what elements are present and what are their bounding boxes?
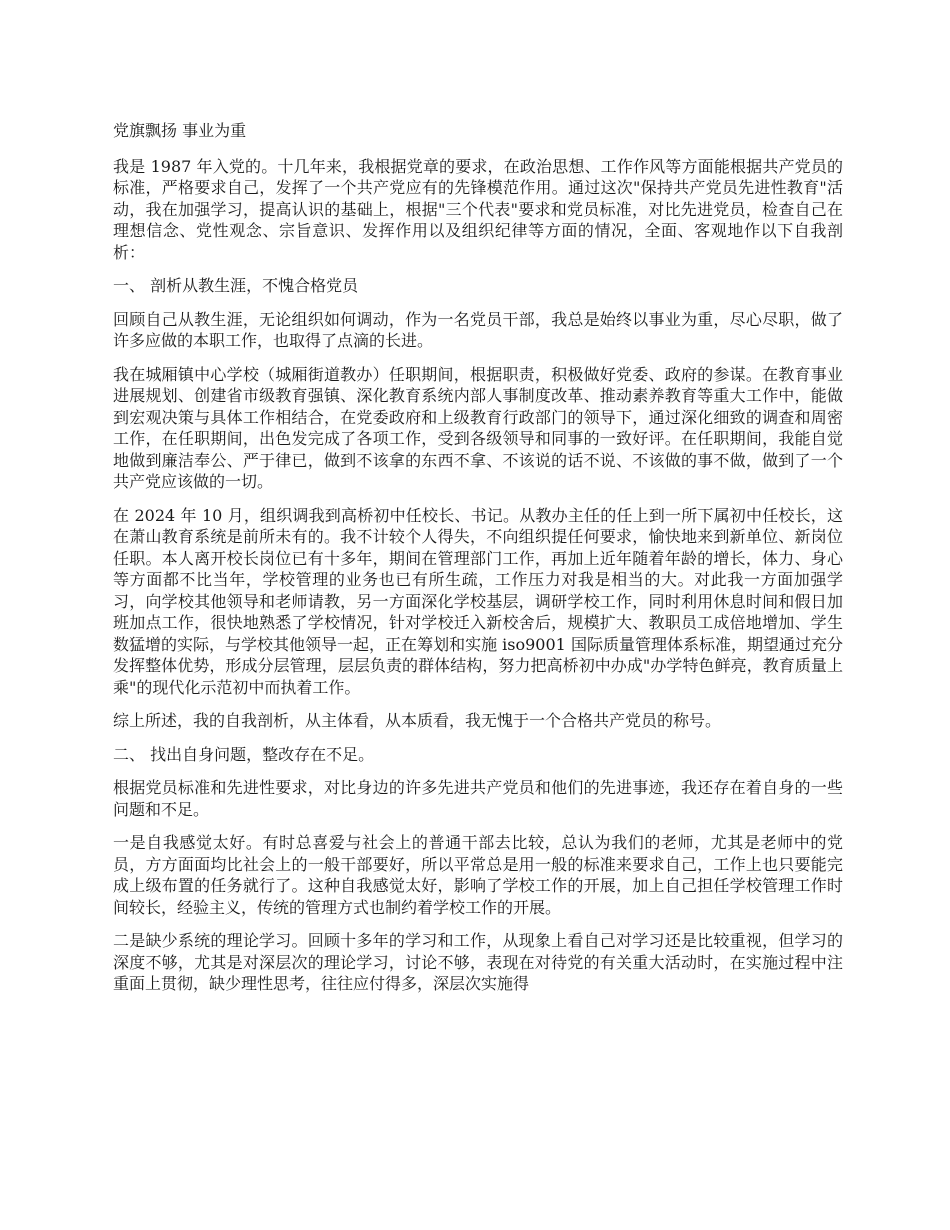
section-heading-1: 一、 剖析从教生涯，不愧合格党员: [113, 276, 359, 295]
paragraph: 我在城厢镇中心学校（城厢街道教办）任职期间，根据职责，积极做好党委、政府的参谋。在教育事业进展规划、创建省市级教育强镇、深化教育系统内部人事制度改革、推动素养教育等重大工作中，能做到宏观决策与具体工作相结合，在党委政府和上级教育行政部门的领导下，通过深化细致的调查和周密工作，在任职期间，出色发完成了各项工作，受到各级领导和同事的一致好评。在任职期间，我能自觉地做到廉洁奉公、严于律已，做到不该拿的东西不拿、不该说的话不说、不该做的事不做，做到了一个共产党应该做的一切。: [113, 364, 843, 491]
section-heading-2: 二、 找出自身问题，整改存在不足。: [113, 744, 375, 764]
paragraph-intro: 我是 1987 年入党的。十几年来，我根据党章的要求，在政治思想、工作作风等方面能根据共产党员的标准，严格要求自己，发挥了一个共产党应有的先锋模范作用。通过这次"保持共产党员先进性教育"活动，我在加强学习，提高认识的基础上，根据"三个代表"要求和党员标准，对比先进党员，检查自己在理想信念、党性观念、宗旨意识、发挥作用以及组织纪律等方面的情况，全面、客观地作以下自我剖析：: [113, 156, 843, 262]
document-title: 党旗飘扬 事业为重: [113, 121, 247, 140]
paragraph: 根据党员标准和先进性要求，对比身边的许多先进共产党员和他们的先进事迹，我还存在着自身的一些问题和不足。: [113, 778, 843, 819]
paragraph: 回顾自己从教生涯，无论组织如何调动，作为一名党员干部，我总是始终以事业为重，尽心尽职，做了许多应做的本职工作，也取得了点滴的长进。: [113, 309, 843, 350]
paragraph: 在 2024 年 10 月，组织调我到高桥初中任校长、书记。从教办主任的任上到一所下属初中任校长，这在萧山教育系统是前所未有的。我不计较个人得失，不向组织提任何要求，愉快地来到新单位、新岗位任职。本人离开校长岗位已有十多年，期间在管理部门工作，再加上近年随着年龄的增长，体力、身心等方面都不比当年，学校管理的业务也已有所生疏，工作压力对我是相当的大。对此我一方面加强学习，向学校其他领导和老师请教，另一方面深化学校基层，调研学校工作，同时利用休息时间和假日加班加点工作，很快地熟悉了学校情况，针对学校迁入新校舍后，规模扩大、教职员工成倍地增加、学生数猛增的实际，与学校其他领导一起，正在筹划和实施 iso9001 国际质量管理体系标准，期望通过充分发挥整体优势，形成分层管理，层层负责的群体结构，努力把高桥初中办成"办学特色鲜亮，教育质量上乘"的现代化示范初中而执着工作。: [113, 505, 843, 697]
paragraph: 二是缺少系统的理论学习。回顾十多年的学习和工作，从现象上看自己对学习还是比较重视，但学习的深度不够，尤其是对深层次的理论学习，讨论不够，表现在对待党的有关重大活动时，在实施过程中注重面上贯彻，缺少理性思考，往往应付得多，深层次实施得: [113, 931, 843, 993]
document-page: [113, 120, 843, 1007]
paragraph-summary: 综上所述，我的自我剖析，从主体看，从本质看，我无愧于一个合格共产党员的称号。: [113, 711, 722, 730]
paragraph: 一是自我感觉太好。有时总喜爱与社会上的普通干部去比较，总认为我们的老师，尤其是老师中的党员，方方面面均比社会上的一般干部要好，所以平常总是用一般的标准来要求自己，工作上也只要能完成上级布置的任务就行了。这种自我感觉太好，影响了学校工作的开展，加上自己担任学校管理工作时间较长，经验主义，传统的管理方式也制约着学校工作的开展。: [113, 833, 843, 917]
